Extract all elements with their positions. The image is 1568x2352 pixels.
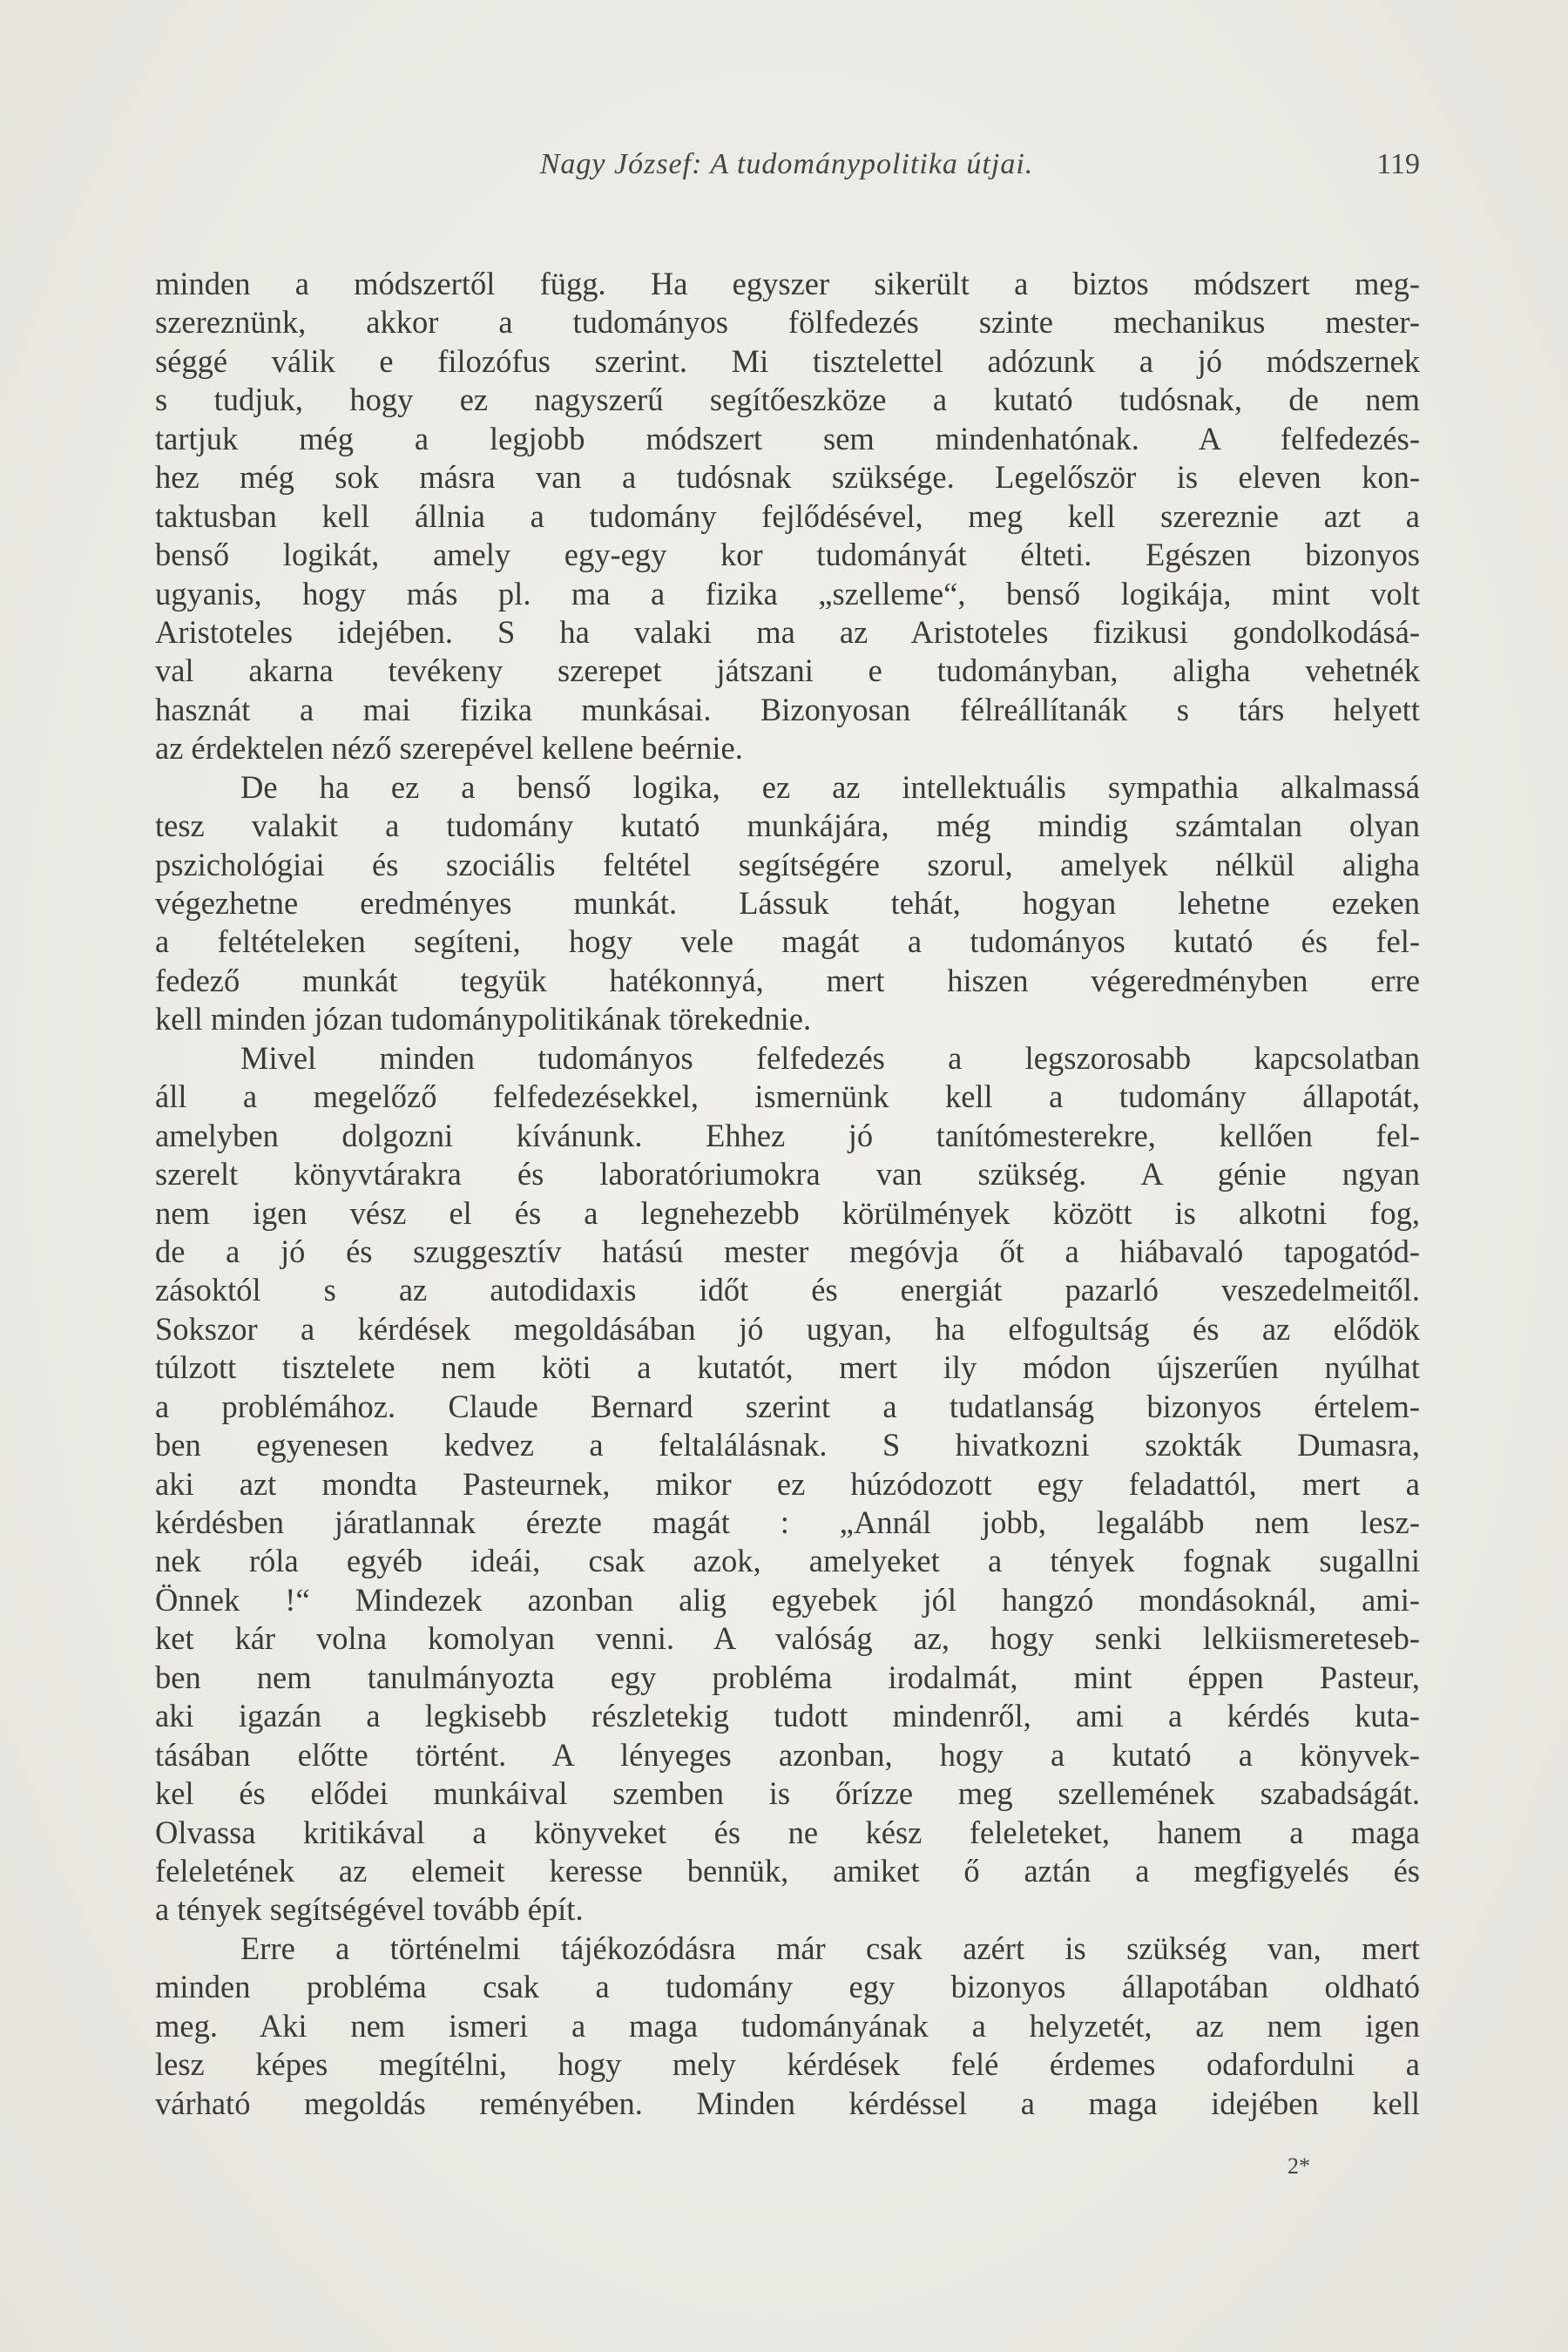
- body-text: [155, 265, 1420, 2123]
- text-line: kérdésben járatlannak érezte magát : „Annál jobb, legalább nem lesz-: [155, 1504, 1420, 1540]
- text-line: végezhetne eredményes munkát. Lássuk tehát, hogyan lehetne ezeken: [155, 885, 1420, 921]
- running-title: Nagy József: A tudománypolitika útjai.: [539, 148, 1034, 180]
- text-line: Aristoteles idejében. S ha valaki ma az Aristoteles fizikusi gondolkodásá-: [155, 613, 1420, 650]
- text-line: ugyanis, hogy más pl. ma a fizika „szelleme“, benső logikája, mint volt: [155, 575, 1420, 612]
- text-line: tásában előtte történt. A lényeges azonban, hogy a kutató a könyvek-: [155, 1736, 1420, 1773]
- text-line: aki azt mondta Pasteurnek, mikor ez húzódozott egy feladattól, mert a: [155, 1465, 1420, 1502]
- text-line: ben nem tanulmányozta egy probléma irodalmát, mint éppen Pasteur,: [155, 1659, 1420, 1695]
- text-line: lesz képes megítélni, hogy mely kérdések felé érdemes odafordulni a: [155, 2046, 1420, 2083]
- text-line: minden a módszertől függ. Ha egyszer sikerült a biztos módszert meg-: [155, 266, 1420, 301]
- signature-mark: 2*: [1288, 2153, 1310, 2179]
- text-line: benső logikát, amely egy-egy kor tudományát élteti. Egészen bizonyos: [155, 537, 1420, 573]
- text-line: szerelt könyvtárakra és laboratóriumokra van szükség. A génie ngyan: [155, 1156, 1420, 1193]
- text-line: tartjuk még a legjobb módszert sem mindenhatónak. A felfedezés-: [155, 420, 1420, 456]
- text-line: meg. Aki nem ismeri a maga tudományának a helyzetét, az nem igen: [155, 2007, 1420, 2044]
- text-line: nem igen vész el és a legnehezebb körülmények között is alkotni fog,: [155, 1194, 1420, 1231]
- text-line: Sokszor a kérdések megoldásában jó ugyan, ha elfogultság és az elődök: [155, 1310, 1420, 1347]
- text-line: ket kár volna komolyan venni. A valóság az, hogy senki lelkiismereteseb-: [155, 1620, 1420, 1657]
- text-line: áll a megelőző felfedezésekkel, ismernünk kell a tudomány állapotát,: [155, 1078, 1420, 1115]
- text-line: s tudjuk, hogy ez nagyszerű segítőeszköze a kutató tudósnak, de nem: [155, 382, 1420, 418]
- text-line: a problémához. Claude Bernard szerint a tudatlanság bizonyos értelem-: [155, 1388, 1420, 1424]
- text-line: Erre a történelmi tájékozódásra már csak azért is szükség van, mert: [240, 1930, 1420, 1966]
- text-line: aki igazán a legkisebb részletekig tudott mindenről, ami a kérdés kuta-: [155, 1698, 1420, 1734]
- text-line: a tények segítségével tovább épít.: [155, 1891, 584, 1928]
- text-line: kel és elődei munkáival szemben is őrízze meg szellemének szabadságát.: [155, 1775, 1420, 1812]
- text-line: Olvassa kritikával a könyveket és ne kész feleleteket, hanem a maga: [155, 1814, 1420, 1850]
- text-line: várható megoldás reményében. Minden kérdéssel a maga idejében kell: [155, 2085, 1420, 2121]
- text-line: kell minden józan tudománypolitikának törekednie.: [155, 1001, 812, 1037]
- text-line: de a jó és szuggesztív hatású mester megóvja őt a hiábavaló tapogatód-: [155, 1233, 1420, 1269]
- text-line: nek róla egyéb ideái, csak azok, amelyeket a tények fognak sugallni: [155, 1543, 1420, 1579]
- text-line: ben egyenesen kedvez a feltalálásnak. S hivatkozni szokták Dumasra,: [155, 1427, 1420, 1463]
- text-line: taktusban kell állnia a tudomány fejlődésével, meg kell szereznie azt a: [155, 497, 1420, 534]
- text-line: a feltételeken segíteni, hogy vele magát a tudományos kutató és fel-: [155, 923, 1420, 960]
- text-line: minden probléma csak a tudomány egy bizonyos állapotában oldható: [155, 1969, 1420, 2005]
- text-line: Mivel minden tudományos felfedezés a legszorosabb kapcsolatban: [240, 1039, 1420, 1076]
- text-line: De ha ez a benső logika, ez az intellektuális sympathia alkalmassá: [240, 768, 1420, 805]
- text-line: fedező munkát tegyük hatékonnyá, mert hiszen végeredményben erre: [155, 962, 1420, 998]
- text-line: szereznünk, akkor a tudományos fölfedezés szinte mechanikus mester-: [155, 304, 1420, 341]
- text-line: hasznát a mai fizika munkásai. Bizonyosan félreállítanák s társ helyett: [155, 691, 1420, 727]
- text-line: feleletének az elemeit keresse bennük, amiket ő aztán a megfigyelés és: [155, 1852, 1420, 1889]
- text-line: pszichológiai és szociális feltétel segítségére szorul, amelyek nélkül aligha: [155, 846, 1420, 882]
- text-line: amelyben dolgozni kívánunk. Ehhez jó tanítómesterekre, kellően fel-: [155, 1117, 1420, 1153]
- text-line: hez még sok másra van a tudósnak szüksége. Legelőször is eleven kon-: [155, 459, 1420, 496]
- text-line: tesz valakit a tudomány kutató munkájára, még mindig számtalan olyan: [155, 808, 1420, 844]
- text-line: val akarna tevékeny szerepet játszani e tudományban, aligha vehetnék: [155, 652, 1420, 689]
- text-line: zásoktól s az autodidaxis időt és energiát pazarló veszedelmeitől.: [155, 1272, 1420, 1308]
- text-line: séggé válik e filozófus szerint. Mi tisztelettel adózunk a jó módszernek: [155, 342, 1420, 379]
- text-line: túlzott tisztelete nem köti a kutatót, mert ily módon újszerűen nyúlhat: [155, 1349, 1420, 1386]
- running-head: [153, 148, 1420, 186]
- text-line: az érdektelen néző szerepével kellene beérnie.: [155, 730, 743, 767]
- text-line: Önnek !“ Mindezek azonban alig egyebek jól hangzó mondásoknál, ami-: [155, 1581, 1420, 1618]
- page-number: 119: [1376, 148, 1420, 180]
